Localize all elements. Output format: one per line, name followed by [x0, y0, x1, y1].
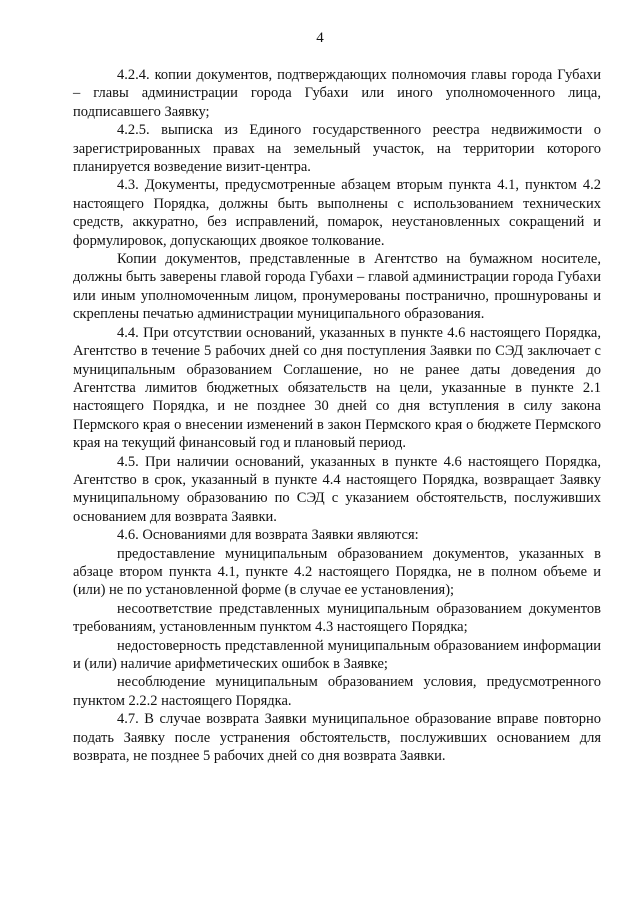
- paragraph-reason-3: недостоверность представленной муниципальным образованием информации и (или) наличие арифметических ошибок в Заявке;: [73, 637, 601, 672]
- paragraph-4-4: 4.4. При отсутствии оснований, указанных в пункте 4.6 настоящего Порядка, Агентство в течение 5 рабочих дней со дня поступления Заявки по СЭД заключает с муниципальным образованием Соглашение, но не ранее даты доведения до Агентства лимитов бюджетных обязательств на цели, указанные в пункте 2.1 настоящего Порядка, и не позднее 30 дней со дня вступления в силу закона Пермского края о внесении изменений в закон Пермского края о бюджете Пермского края на текущий финансовый год и плановый период.: [73, 324, 601, 452]
- paragraph-4-2-5: 4.2.5. выписка из Единого государственного реестра недвижимости о зарегистрированных правах на земельный участок, на территории которого планируется возведение визит-центра.: [73, 122, 601, 176]
- paragraph-copies: Копии документов, представленные в Агентство на бумажном носителе, должны быть заверены главой города Губахи – главой администрации города Губахи или иным уполномоченным лицом, пронумерованы постранично, прошнурованы и скреплены печатью администрации муниципального образования.: [73, 251, 601, 323]
- paragraph-reason-2: несоответствие представленных муниципальным образованием документов требованиям, установленным пунктом 4.3 настоящего Порядка;: [73, 600, 601, 636]
- paragraph-reason-1: предоставление муниципальным образованием документов, указанных в абзаце втором пункта 4.1, пункте 4.2 настоящего Порядка, не в полном объеме и (или) не по установленной форме (в случае ее установления);: [73, 545, 601, 599]
- page-number: 4: [316, 30, 324, 46]
- paragraph-4-2-4: 4.2.4. копии документов, подтверждающих полномочия главы города Губахи – главы администрации города Губахи или иного уполномоченного лица, подписавшего Заявку;: [73, 67, 601, 120]
- paragraph-4-5: 4.5. При наличии оснований, указанных в пункте 4.6 настоящего Порядка, Агентство в срок, указанный в пункте 4.4 настоящего Порядка, возвращает Заявку муниципальному образованию по СЭД с указанием обстоятельств, послуживших основанием для возврата Заявки.: [73, 453, 601, 525]
- paragraph-4-7: 4.7. В случае возврата Заявки муниципальное образование вправе повторно подать Заявку после устранения обстоятельств, послуживших основанием для возврата, не позднее 5 рабочих дней со дня возврата Заявки.: [73, 711, 601, 765]
- paragraph-4-6: 4.6. Основаниями для возврата Заявки являются:: [117, 527, 419, 544]
- paragraph-reason-4: несоблюдение муниципальным образованием условия, предусмотренного пунктом 2.2.2 настоящего Порядка.: [73, 674, 601, 709]
- paragraph-4-3: 4.3. Документы, предусмотренные абзацем вторым пункта 4.1, пунктом 4.2 настоящего Порядка, должны быть выполнены с использованием технических средств, аккуратно, без исправлений, помарок, неустановленных сокращений и формулировок, допускающих двоякое толкование.: [73, 177, 601, 249]
- document-body: [73, 66, 601, 765]
